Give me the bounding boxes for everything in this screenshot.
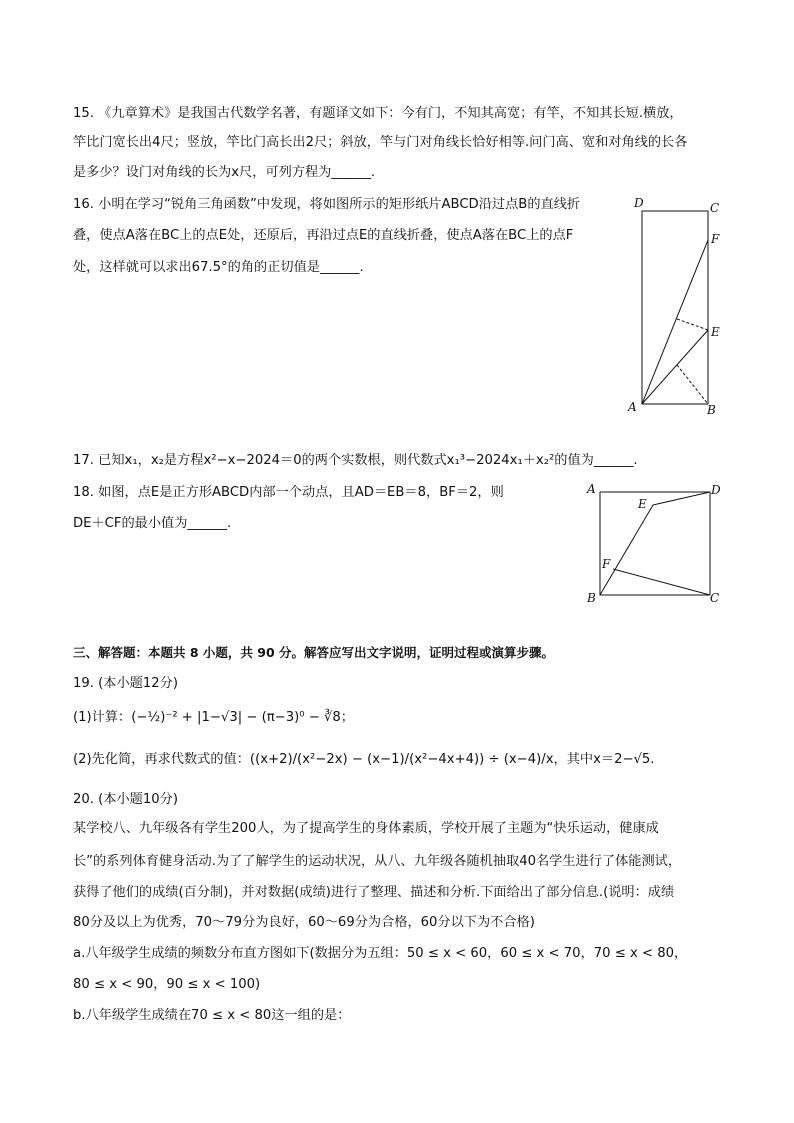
q15-line-3: 是多少？设门对角线的长为x尺，可列方程为______. [73, 165, 376, 180]
q18-line-fc [613, 569, 710, 595]
q16-label-a: A [628, 400, 637, 414]
q16-line-af [642, 240, 708, 404]
q20-line-3: 获得了他们的成绩(百分制)，并对数据(成绩)进行了整理、描述和分析.下面给出了部分信息.(说明：成绩 [73, 885, 675, 900]
q18-line-2: DE＋CF的最小值为______. [73, 516, 232, 531]
q16-dashed-2 [677, 365, 708, 404]
q16-rect-abcd [642, 211, 708, 404]
q16-dashed-1 [677, 319, 708, 330]
q18-label-f: F [602, 557, 611, 571]
q20-line-7: b.八年级学生成绩在70 ≤ x < 80这一组的是： [73, 1008, 351, 1023]
q16-label-b: B [707, 403, 716, 417]
q19-title: 19. (本小题12分) [73, 676, 178, 691]
q16-label-d: D [634, 196, 644, 210]
q18-label-b: B [587, 591, 596, 605]
q20-line-1: 某学校八、九年级各有学生200人，为了提高学生的身体素质，学校开展了主题为“快乐运动，健康成 [73, 821, 659, 836]
q16-label-f: F [711, 232, 720, 246]
q18-line-eb [600, 505, 653, 595]
q16-label-e: E [711, 325, 720, 339]
q19-part-1: (1)计算：(−½)⁻² + |1−√3| − (π−3)⁰ − ∛8； [73, 710, 354, 725]
q15-line-2: 竿比门宽长出4尺；竖放，竿比门高长出2尺；斜放，竿与门对角线长恰好相等.问门高、宽和对角线的长各 [73, 135, 688, 150]
q18-label-d: D [711, 483, 721, 497]
q18-square-abcd [600, 492, 710, 595]
q20-line-2: 长”的系列体育健身活动.为了了解学生的运动状况，从八、九年级各随机抽取40名学生进行了体能测试， [73, 854, 682, 869]
q20-title: 20. (本小题10分) [73, 792, 178, 807]
q19-part-2: (2)先化简，再求代数式的值：((x+2)/(x²−2x) − (x−1)/(x²−4x+4)) ÷ (x−4)/x，其中x＝2−√5. [73, 752, 655, 767]
q18-square-diagram [580, 478, 725, 608]
q18-line-de [653, 492, 710, 505]
q16-line-ae [642, 330, 708, 404]
q16-label-c: C [710, 201, 720, 215]
q17-line-1: 17. 已知x₁，x₂是方程x²−x−2024＝0的两个实数根，则代数式x₁³−2024x₁＋x₂²的值为______. [73, 453, 638, 468]
q20-line-5: a.八年级学生成绩的频数分布直方图如下(数据分为五组：50 ≤ x < 60，60 ≤ x < 70，70 ≤ x < 80， [73, 946, 688, 961]
section-3-heading: 三、解答题：本题共 8 小题，共 90 分。解答应写出文字说明，证明过程或演算步骤。 [73, 645, 555, 660]
q18-label-e: E [638, 497, 647, 511]
q15-line-1: 15. 《九章算术》是我国古代数学名著，有题译文如下：今有门，不知其高宽；有竿，不知其长短.横放， [73, 106, 683, 121]
q16-line-2: 叠，使点A落在BC上的点E处，还原后，再沿过点E的直线折叠，使点A落在BC上的点F [73, 228, 574, 243]
q20-line-4: 80分及以上为优秀，70～79分为良好，60～69分为合格，60分以下为不合格) [73, 915, 535, 930]
q20-line-6: 80 ≤ x < 90，90 ≤ x < 100) [73, 977, 261, 992]
q16-line-3: 处，这样就可以求出67.5°的角的正切值是______. [73, 260, 364, 275]
q18-line-1: 18. 如图，点E是正方形ABCD内部一个动点，且AD＝EB＝8，BF＝2，则 [73, 485, 504, 500]
q18-label-a: A [587, 482, 596, 496]
q18-label-c: C [710, 591, 720, 605]
q16-rectangle-diagram [620, 192, 730, 417]
q16-line-1: 16. 小明在学习“锐角三角函数”中发现，将如图所示的矩形纸片ABCD沿过点B的直线折 [73, 197, 581, 212]
